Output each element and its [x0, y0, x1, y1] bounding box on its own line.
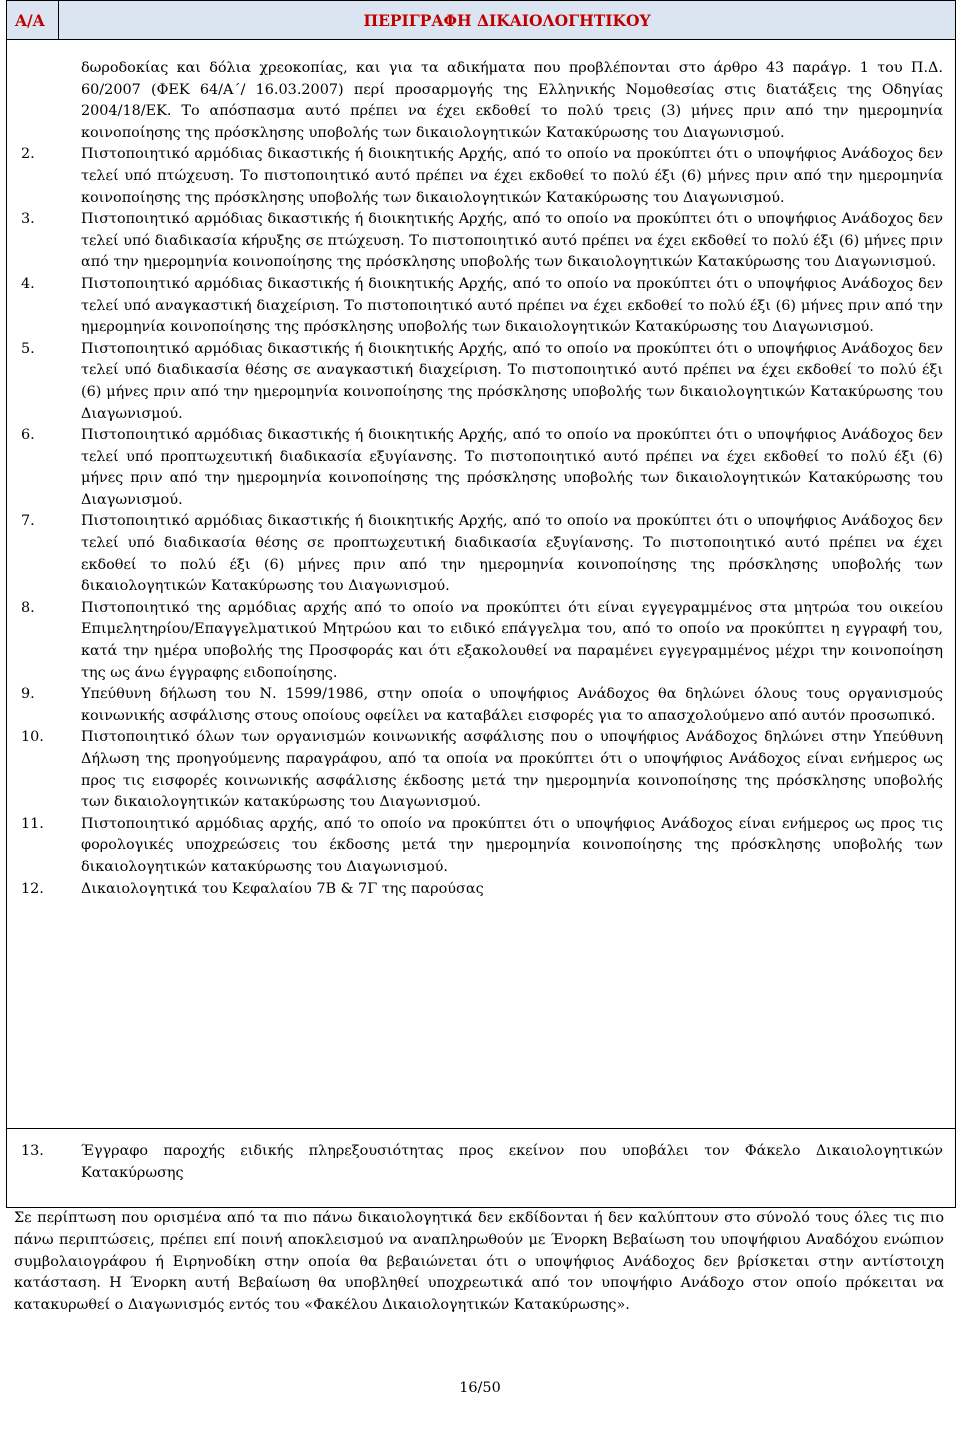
- list-item: [21, 274, 943, 339]
- table-header-row: [7, 1, 956, 40]
- requirements-table: [6, 0, 956, 1208]
- list-item-text: Πιστοποιητικό αρμόδιας δικαστικής ή διοικητικής Αρχής, από το οποίο να προκύπτει ότι ο υποψήφιος Ανάδοχος δεν τελεί υπό διαδικασία κήρυξης σε πτώχευση. Το πιστοποιητικό αυτό πρέπει να έχει εκδοθεί το πολύ έξι (6) μήνες πριν από την ημερομηνία κοινοποίησης της πρόσκλησης υποβολής των δικαιολογητικών Κατακύρωσης του Διαγωνισμού.: [81, 211, 943, 271]
- list-item-number: 4.: [21, 275, 35, 292]
- list-item-text: Πιστοποιητικό αρμόδιας δικαστικής ή διοικητικής Αρχής, από το οποίο να προκύπτει ότι ο υποψήφιος Ανάδοχος δεν τελεί υπό πτώχευση. Το πιστοποιητικό αυτό πρέπει να έχει εκδοθεί το πολύ έξι (6) μήνες πριν από την ημερομηνία κοινοποίησης της πρόσκλησης υποβολής των δικαιολογητικών Κατακύρωσης του Διαγωνισμού.: [81, 146, 943, 206]
- list-item-number: 6.: [21, 427, 35, 444]
- list-item-number: 5.: [21, 340, 35, 357]
- list-item-number: 10.: [21, 729, 44, 746]
- list-item-number: 9.: [21, 686, 35, 703]
- list-item-number: 2.: [21, 146, 35, 163]
- list-item-text: Υπεύθυνη δήλωση του Ν. 1599/1986, στην οποία ο υποψήφιος Ανάδοχος θα δηλώνει όλους τους οργανισμούς κοινωνικής ασφάλισης στους οποίους οφείλει να καταβάλει εισφορές για το απασχολούμενο από αυτόν προσωπικό.: [81, 686, 943, 724]
- list-item: [21, 209, 943, 274]
- row-13-text: Έγγραφο παροχής ειδικής πληρεξουσιότητας προς εκείνον που υποβάλει τον Φάκελο Δικαιολογητικών Κατακύρωσης: [81, 1143, 943, 1181]
- list-item-number: 8.: [21, 599, 35, 616]
- row-13-cell: [7, 1129, 956, 1208]
- header-description: ΠΕΡΙΓΡΑΦΗ ΔΙΚΑΙΟΛΟΓΗΤΙΚΟΥ: [59, 1, 956, 40]
- list-item-text: Πιστοποιητικό αρμόδιας αρχής, από το οποίο να προκύπτει ότι ο υποψήφιος Ανάδοχος είναι ενήμερος ως προς τις φορολογικές υποχρεώσεις του έκδοσης μετά την ημερομηνία κοινοποίησης της πρόσκλησης υποβολής των δικαιολογητικών κατακύρωσης του Διαγωνισμού.: [81, 815, 943, 875]
- list-item-text: Πιστοποιητικό όλων των οργανισμών κοινωνικής ασφάλισης που ο υποψήφιος Ανάδοχος δηλώνει στην Υπεύθυνη Δήλωση της προηγούμενης παραγράφου, από τα οποία να προκύπτει ότι ο υποψήφιος Ανάδοχος είναι ενήμερος ως προς τις εισφορές κοινωνικής ασφάλισης έκδοσης μετά την ημερομηνία κοινοποίησης της πρόσκλησης υποβολής των δικαιολογητικών κατακύρωσης του Διαγωνισμού.: [81, 729, 943, 811]
- list-item: [21, 511, 943, 597]
- main-cell: [7, 40, 956, 1129]
- list-item-number: 3.: [21, 211, 35, 228]
- list-item-text: Πιστοποιητικό της αρμόδιας αρχής από το οποίο να προκύπτει ότι είναι εγγεγραμμένος στα μητρώα του οικείου Επιμελητηρίου/Επαγγελματικού Μητρώου και το ειδικό επάγγελμα του, από το οποίο να προκύπτει η εγγραφή του, κατά την ημέρα υποβολής της Προσφοράς και ότι εξακολουθεί να παραμένει εγγεγραμμένος μέχρι την κοινοποίηση της ως άνω έγγραφης ειδοποίησης.: [81, 599, 943, 681]
- list-item: [21, 598, 943, 684]
- list-item-text: Πιστοποιητικό αρμόδιας δικαστικής ή διοικητικής Αρχής, από το οποίο να προκύπτει ότι ο υποψήφιος Ανάδοχος δεν τελεί υπό προπτωχευτική διαδικασία εξυγίανσης. Το πιστοποιητικό αυτό πρέπει να έχει εκδοθεί το πολύ έξι (6) μήνες πριν από την ημερομηνία κοινοποίησης της πρόσκλησης υποβολής των δικαιολογητικών Κατακύρωσης του Διαγωνισμού.: [81, 427, 943, 508]
- list-item-number: 7.: [21, 513, 35, 530]
- header-aa: Α/Α: [7, 1, 59, 40]
- list-item: [21, 684, 943, 727]
- note-paragraph: Σε περίπτωση που ορισμένα από τα πιο πάνω δικαιολογητικά δεν εκδίδονται ή δεν καλύπτουν στο σύνολό τους όλες τις πιο πάνω περιπτώσεις, πρέπει επί ποινή αποκλεισμού να αναπληρωθούν με Ένορκη Βεβαίωση του υποψήφιου Αναδόχου ενώπιον συμβολαιογράφου ή Ειρηνοδίκη στην οποία θα βεβαιώνεται ότι ο υποψήφιος Ανάδοχος δεν βρίσκεται στην αντίστοιχη κατάσταση. Η Ένορκη αυτή Βεβαίωση θα υποβληθεί υποχρεωτικά από τον υποψήφιο Ανάδοχο στον οποίο πρόκειται να κατακυρωθεί ο Διαγωνισμός εντός του «Φακέλου Δικαιολογητικών Κατακύρωσης».: [14, 1210, 944, 1314]
- list-item-text: Δικαιολογητικά του Κεφαλαίου 7Β & 7Γ της παρούσας: [81, 880, 484, 897]
- row-13-number: 13.: [21, 1143, 44, 1159]
- list-item: [21, 425, 943, 511]
- list-item: [21, 814, 943, 879]
- list-item-text: Πιστοποιητικό αρμόδιας δικαστικής ή διοικητικής Αρχής, από το οποίο να προκύπτει ότι ο υποψήφιος Ανάδοχος δεν τελεί υπό διαδικασία θέσης σε αναγκαστική διαχείριση. Το πιστοποιητικό αυτό πρέπει να έχει εκδοθεί το πολύ έξι (6) μήνες πριν από την ημερομηνία κοινοποίησης της πρόσκλησης υποβολής των δικαιολογητικών Κατακύρωσης του Διαγωνισμού.: [81, 340, 943, 422]
- list-item: [21, 339, 943, 425]
- list-item-number: 11.: [21, 815, 44, 832]
- items-list: [21, 144, 943, 900]
- list-item: [21, 144, 943, 209]
- intro-paragraph: δωροδοκίας και δόλια χρεοκοπίας, και για τα αδικήματα που προβλέπονται στο άρθρο 43 παράγρ. 1 του Π.Δ. 60/2007 (ΦΕΚ 64/Α΄/ 16.03.2007) περί προσαρμογής της Ελληνικής Νομοθεσίας στις διατάξεις της Οδηγίας 2004/18/ΕΚ. Το απόσπασμα αυτό πρέπει να έχει εκδοθεί το πολύ τρεις (3) μήνες πριν από την ημερομηνία κοινοποίησης της πρόσκλησης υποβολής των δικαιολογητικών Κατακύρωσης του Διαγωνισμού.: [81, 60, 943, 141]
- page-number: 16/50: [459, 1380, 501, 1396]
- table-row-main: [7, 40, 956, 1129]
- table-row-13: [7, 1129, 956, 1208]
- list-item: [21, 879, 943, 901]
- list-item: [21, 727, 943, 813]
- list-item-text: Πιστοποιητικό αρμόδιας δικαστικής ή διοικητικής Αρχής, από το οποίο να προκύπτει ότι ο υποψήφιος Ανάδοχος δεν τελεί υπό διαδικασία θέσης σε προπτωχευτική διαδικασία εξυγίανσης. Το πιστοποιητικό αυτό πρέπει να έχει εκδοθεί το πολύ έξι (6) μήνες πριν από την ημερομηνία κοινοποίησης της πρόσκλησης υποβολής των δικαιολογητικών Κατακύρωσης του Διαγωνισμού.: [81, 513, 943, 595]
- list-item-text: Πιστοποιητικό αρμόδιας δικαστικής ή διοικητικής Αρχής, από το οποίο να προκύπτει ότι ο υποψήφιος Ανάδοχος δεν τελεί υπό αναγκαστική διαχείριση. Το πιστοποιητικό αυτό πρέπει να έχει εκδοθεί το πολύ έξι (6) μήνες πριν από την ημερομηνία κοινοποίησης της πρόσκλησης υποβολής των δικαιολογητικών Κατακύρωσης του Διαγωνισμού.: [81, 275, 943, 336]
- list-item-number: 12.: [21, 880, 44, 897]
